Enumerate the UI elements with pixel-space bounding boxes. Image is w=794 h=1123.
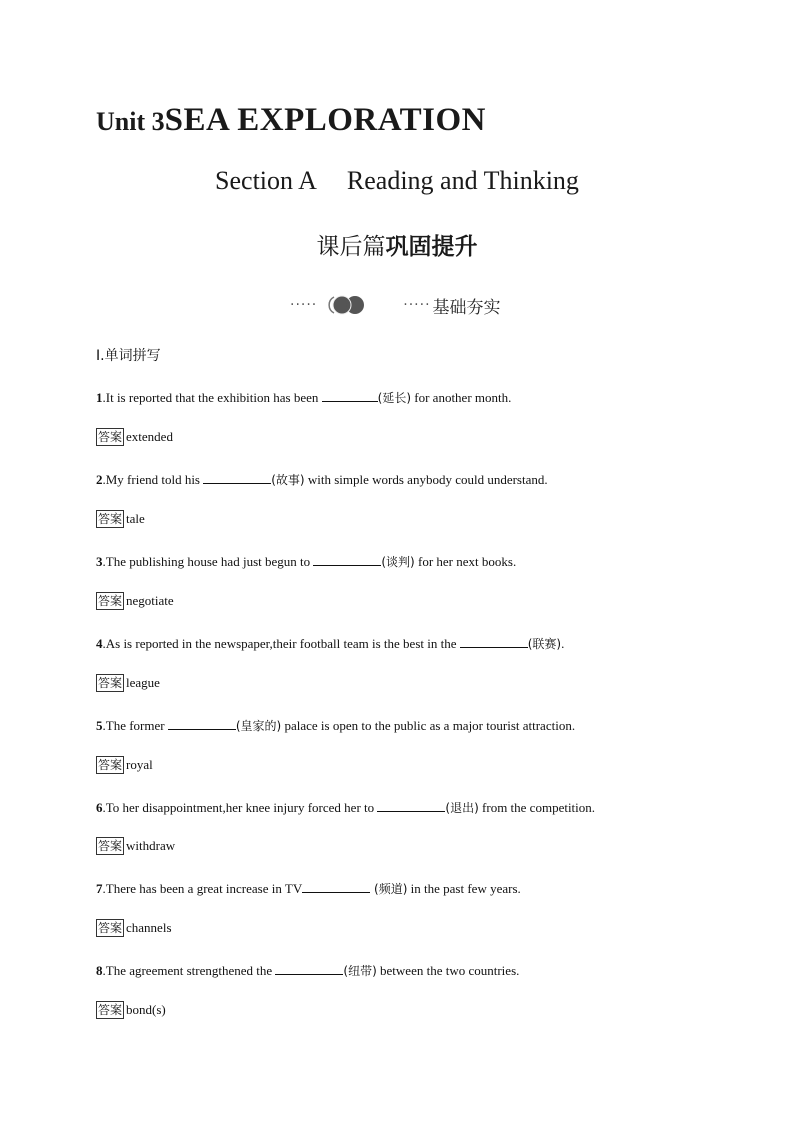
answer-5 [96,756,153,774]
question-8: 8.The agreement strengthened the (纽带) between the two countries. [96,963,520,978]
answer-2 [96,510,145,528]
question-2: 2.My friend told his (故事) with simple words anybody could understand. [96,472,548,487]
answer-8 [96,1001,166,1019]
answer-blank [275,963,343,975]
answer-7 [96,919,172,937]
answer-badge: 答案 [98,839,123,853]
answer-blank [313,554,381,566]
question-number: 2 [96,472,103,487]
answer-text: league [126,675,160,690]
question-3: 3.The publishing house had just begun to (谈判) for her next books. [96,554,517,569]
answer-text: royal [126,757,153,772]
question-number: 7 [96,881,103,896]
answer-blank [377,800,445,812]
question-5: 5.The former (皇家的) palace is open to the public as a major tourist attraction. [96,718,576,733]
answer-blank [168,718,236,730]
unit-prefix: Unit 3 [96,107,165,136]
question-number: 3 [96,554,103,569]
after-class-heading [0,228,794,261]
question-6: 6.To her disappointment,her knee injury forced her to (退出) from the competition. [96,800,596,815]
banner-dots-left: ····· [290,297,318,313]
answer-badge: 答案 [98,430,123,444]
question-1: 1.It is reported that the exhibition has been (延长) for another month. [96,390,512,405]
banner-dots-right: ····· [403,297,431,313]
question-number: 5 [96,718,103,733]
answer-text: bond(s) [126,1002,166,1017]
level-banner [290,292,501,318]
answer-6 [96,837,175,855]
answer-badge: 答案 [98,1003,123,1017]
answer-blank [302,881,370,893]
banner-circles-icon [325,293,367,317]
answer-text: tale [126,511,145,526]
question-number: 1 [96,390,103,405]
question-7: 7.There has been a great increase in TV (频道) in the past few years. [96,881,521,896]
answer-4 [96,674,160,692]
question-4: 4.As is reported in the newspaper,their football team is the best in the (联赛). [96,636,565,651]
section-title [0,166,794,196]
answer-blank [322,390,378,402]
answer-badge: 答案 [98,921,123,935]
answer-blank [460,636,528,648]
section-name: Reading and Thinking [346,166,579,195]
answer-blank [203,472,271,484]
answer-3 [96,592,174,610]
answer-badge: 答案 [98,758,123,772]
after-class-light: 课后篇 [316,234,386,260]
answer-1 [96,428,173,446]
answer-text: withdraw [126,838,176,853]
answer-badge: 答案 [98,594,123,608]
unit-title [96,102,486,139]
part-heading: Ⅰ.单词拼写 [96,348,161,364]
level-label: 基础夯实 [432,297,501,318]
question-number: 8 [96,963,103,978]
answer-text: channels [126,920,172,935]
question-number: 6 [96,800,103,815]
answer-text: negotiate [126,593,174,608]
unit-name: SEA EXPLORATION [164,102,486,138]
answer-badge: 答案 [98,676,123,690]
after-class-bold: 巩固提升 [385,234,478,260]
section-label: Section A [215,166,317,195]
question-number: 4 [96,636,103,651]
answer-badge: 答案 [98,512,123,526]
answer-text: extended [126,429,173,444]
